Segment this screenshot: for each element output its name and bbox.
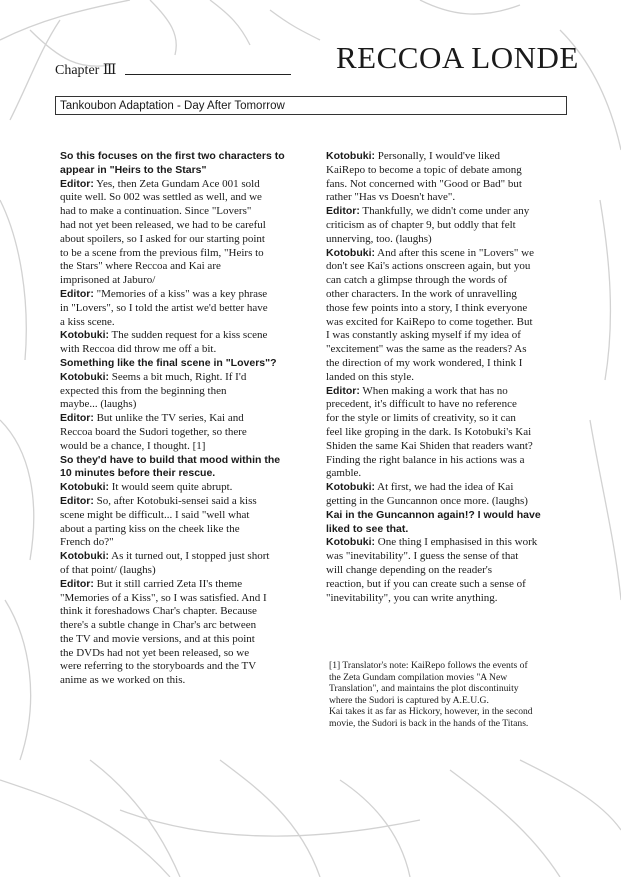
page-title: RECCOA LONDE <box>336 40 579 75</box>
answer-text: getting in the Guncannon once more. (laughs) <box>326 494 528 507</box>
answer-text: scene might be difficult... I said "well what <box>60 508 250 521</box>
answer-text: had to make a continuation. Since "Lovers" <box>60 205 252 218</box>
answer-text: Yes, then Zeta Gundam Ace 001 sold <box>93 177 260 190</box>
answer-text: Shiden the same Kai Shiden that readers want? <box>326 439 533 452</box>
text-line <box>326 357 578 371</box>
text-line <box>60 233 314 247</box>
chapter-rule <box>125 74 291 75</box>
footnote-line: Translation", and maintains the plot discontinuity <box>329 683 519 695</box>
answer-text: were referring to the storyboards and the TV <box>60 660 257 673</box>
text-line <box>60 454 314 468</box>
answer-text: So, after Kotobuki-sensei said a kiss <box>93 494 257 507</box>
interviewer-question: So this focuses on the first two characters to <box>60 150 285 162</box>
answer-text: the TV and movie versions, and at this point <box>60 632 255 645</box>
text-line <box>60 674 314 688</box>
answer-text: imprisoned at Jaburo/ <box>60 274 156 287</box>
text-line <box>60 191 314 205</box>
answer-text: about spoilers, so I asked for our starting point <box>60 232 265 245</box>
answer-text: Thankfully, we didn't come under any <box>359 205 530 218</box>
text-line <box>60 536 314 550</box>
text-line <box>60 343 314 357</box>
answer-text: Personally, I would've liked <box>375 150 500 162</box>
footnote-line: the Zeta Gundam compilation movies "A New <box>329 671 508 683</box>
speaker-label: Editor: <box>60 287 94 300</box>
text-line <box>326 343 578 357</box>
speaker-label: Editor: <box>326 205 360 218</box>
answer-text: gamble. <box>326 467 362 480</box>
answer-text: had not yet been released, we had to be careful <box>60 218 266 231</box>
text-line <box>60 523 314 537</box>
text-line <box>60 178 314 192</box>
answer-text: quite well. So 002 was settled as well, and we <box>60 191 262 204</box>
interviewer-question: 10 minutes before their rescue. <box>60 467 216 480</box>
text-line <box>326 274 578 288</box>
text-line <box>60 412 314 426</box>
right-column <box>326 150 578 605</box>
answer-text: French do?" <box>60 536 114 549</box>
text-line <box>326 398 578 412</box>
text-line <box>326 233 578 247</box>
answer-text: "Memories of a kiss" was a key phrase <box>93 287 268 300</box>
answer-text: to be a scene from the previous film, "Heirs to <box>60 246 264 259</box>
text-line <box>60 605 314 619</box>
answer-text: feel like groping in the dark. Is Kotobuki's Kai <box>326 425 532 438</box>
text-line <box>326 247 578 261</box>
answer-text: It would seem quite abrupt. <box>109 481 233 494</box>
answer-text: And after this scene in "Lovers" we <box>375 246 534 259</box>
footnote-line: movie, the Sudori is back in the hands of the Titans. <box>329 717 529 729</box>
answer-text: the DVDs had not yet been released, so we <box>60 646 250 659</box>
text-line <box>326 302 578 316</box>
answer-text: reaction, but if you can create such a sense of <box>326 577 526 590</box>
text-line <box>60 440 314 454</box>
interviewer-question: appear in "Heirs to the Stars" <box>60 163 207 176</box>
answer-text: was "inevitability". I guess the sense of that <box>326 550 519 563</box>
text-line <box>60 481 314 495</box>
text-line <box>60 316 314 330</box>
answer-text: will change depending on the reader's <box>326 563 493 576</box>
answer-text: criticism as of chapter 9, but oddly that felt <box>326 218 516 231</box>
speaker-label: Kotobuki: <box>326 481 375 494</box>
text-line <box>326 509 578 523</box>
text-line <box>326 412 578 426</box>
speaker-label: Kotobuki: <box>326 536 375 549</box>
answer-text: the Stars" where Reccoa and Kai are <box>60 260 221 273</box>
answer-text: Reccoa board the Sudori together, so there <box>60 425 247 438</box>
answer-text: would be a chance, I thought. [1] <box>60 439 206 452</box>
text-line <box>326 329 578 343</box>
left-column <box>60 150 314 688</box>
text-line <box>326 260 578 274</box>
speaker-label: Kotobuki: <box>60 550 109 563</box>
answer-text: the direction of my work wondered, I think I <box>326 356 523 369</box>
answer-text: But it still carried Zeta II's theme <box>93 577 243 590</box>
text-line <box>326 536 578 550</box>
text-line <box>326 467 578 481</box>
answer-text: As it turned out, I stopped just short <box>109 550 270 563</box>
text-line <box>60 219 314 233</box>
speaker-label: Kotobuki: <box>60 370 109 383</box>
text-line <box>326 178 578 192</box>
text-line <box>60 288 314 302</box>
answer-text: When making a work that has no <box>359 384 508 397</box>
text-line <box>60 426 314 440</box>
text-line <box>326 150 578 164</box>
answer-text: expected this from the beginning then <box>60 384 227 397</box>
text-line <box>326 371 578 385</box>
speaker-label: Kotobuki: <box>326 246 375 259</box>
interviewer-question: Kai in the Guncannon again!? I would have <box>326 508 541 521</box>
text-line <box>60 150 314 164</box>
text-line <box>60 633 314 647</box>
text-line <box>60 164 314 178</box>
speaker-label: Kotobuki: <box>60 481 109 494</box>
text-line <box>326 385 578 399</box>
text-line <box>326 454 578 468</box>
answer-text: was excited for KaiRepo to come together. But <box>326 315 533 328</box>
answer-text: don't see Kai's actions onscreen again, but you <box>326 260 531 273</box>
text-line <box>60 550 314 564</box>
text-line <box>326 564 578 578</box>
text-line <box>326 316 578 330</box>
speaker-label: Editor: <box>60 577 94 590</box>
speaker-label: Editor: <box>60 494 94 507</box>
text-line <box>326 288 578 302</box>
answer-text: precedent, it's difficult to have no reference <box>326 398 517 411</box>
speaker-label: Editor: <box>326 384 360 397</box>
text-line <box>326 592 578 606</box>
speaker-label: Kotobuki: <box>60 329 109 342</box>
text-line <box>60 329 314 343</box>
text-line <box>60 247 314 261</box>
text-line <box>60 385 314 399</box>
answer-text: a kiss scene. <box>60 315 115 328</box>
text-line <box>326 205 578 219</box>
answer-text: rather "Has vs Doesn't have". <box>326 191 456 204</box>
answer-text: Seems a bit much, Right. If I'd <box>109 370 247 383</box>
text-line <box>326 191 578 205</box>
interviewer-question: liked to see that. <box>326 522 409 535</box>
chapter-label: Chapter Ⅲ <box>55 63 117 78</box>
text-line <box>60 274 314 288</box>
answer-text: I was constantly asking myself if my idea of <box>326 329 521 342</box>
answer-text: "inevitability", you can write anything. <box>326 591 498 604</box>
answer-text: can catch a glimpse through the words of <box>326 274 508 287</box>
text-line <box>60 509 314 523</box>
translator-footnote <box>329 660 577 730</box>
answer-text: The sudden request for a kiss scene <box>109 329 268 342</box>
footnote-line: Kai takes it as far as Hickory, however, in the second <box>329 706 533 718</box>
text-line <box>326 495 578 509</box>
answer-text: KaiRepo to become a topic of debate among <box>326 163 522 176</box>
speaker-label: Editor: <box>60 412 94 425</box>
text-line <box>326 219 578 233</box>
answer-text: with Reccoa did throw me off a bit. <box>60 343 217 356</box>
text-line <box>326 481 578 495</box>
text-line <box>60 398 314 412</box>
answer-text: think it foreshadows Char's chapter. Because <box>60 605 257 618</box>
answer-text: for the style or limits of creativity, so it can <box>326 412 516 425</box>
answer-text: landed on this style. <box>326 370 414 383</box>
answer-text: in "Lovers", so I told the artist we'd better have <box>60 301 268 314</box>
answer-text: "Memories of a Kiss", so I was satisfied. And I <box>60 591 267 604</box>
answer-text: But unlike the TV series, Kai and <box>93 412 244 425</box>
answer-text: about a parting kiss on the cheek like the <box>60 522 240 535</box>
text-line <box>326 164 578 178</box>
text-line <box>60 495 314 509</box>
footnote-line: [1] Translator's note: KaiRepo follows the events of <box>329 660 528 671</box>
speaker-label: Kotobuki: <box>326 150 375 162</box>
answer-text: fans. Not concerned with "Good or Bad" but <box>326 177 522 190</box>
text-line <box>60 302 314 316</box>
text-line <box>60 205 314 219</box>
answer-text: those few points into a story, I think everyone <box>326 301 528 314</box>
text-line <box>326 426 578 440</box>
text-line <box>60 619 314 633</box>
answer-text: unnerving, too. (laughs) <box>326 232 432 245</box>
answer-text: of that point/ (laughs) <box>60 563 156 576</box>
text-line <box>326 578 578 592</box>
answer-text: maybe... (laughs) <box>60 398 137 411</box>
answer-text: Finding the right balance in his actions was a <box>326 453 525 466</box>
text-line <box>326 523 578 537</box>
interviewer-question: So they'd have to build that mood within the <box>60 453 281 466</box>
answer-text: anime as we worked on this. <box>60 674 186 687</box>
text-line <box>60 647 314 661</box>
text-line <box>60 578 314 592</box>
text-line <box>60 592 314 606</box>
text-line <box>326 550 578 564</box>
text-line <box>60 467 314 481</box>
answer-text: there's a subtle change in Char's arc between <box>60 619 257 632</box>
text-line <box>326 440 578 454</box>
answer-text: One thing I emphasised in this work <box>375 536 538 549</box>
text-line <box>60 660 314 674</box>
text-line <box>60 260 314 274</box>
section-title: Tankoubon Adaptation - Day After Tomorrow <box>55 96 567 115</box>
answer-text: At first, we had the idea of Kai <box>375 481 514 494</box>
interviewer-question: Something like the final scene in "Lovers"? <box>60 356 277 369</box>
text-line <box>60 564 314 578</box>
text-line <box>60 371 314 385</box>
answer-text: other characters. In the work of unravelling <box>326 287 517 300</box>
answer-text: "excitement" was the same as the readers? As <box>326 343 527 356</box>
speaker-label: Editor: <box>60 177 94 190</box>
footnote-line: where the Sudori is captured by A.E.U.G. <box>329 694 489 706</box>
text-line <box>60 357 314 371</box>
